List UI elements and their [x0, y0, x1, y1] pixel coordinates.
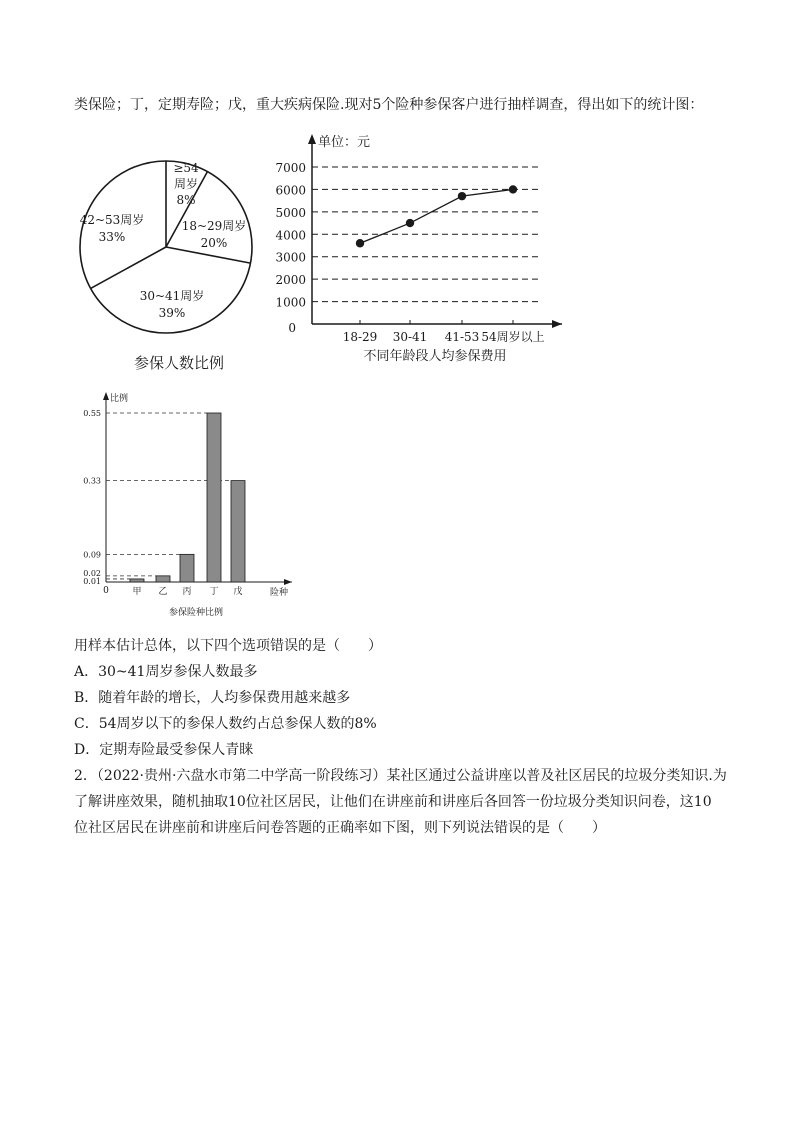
bar-chart-ytick-label: 0.02 — [83, 568, 101, 578]
pie-slice-label: ≥54 — [173, 161, 199, 175]
pie-slice-percent: 8% — [176, 193, 196, 207]
pie-slice-label: 30~41周岁 — [139, 289, 205, 303]
bar-chart-ytick-label: 0.09 — [83, 550, 101, 560]
bar-chart-bar — [156, 576, 170, 582]
bar-chart-ytick-label: 0.55 — [83, 409, 101, 418]
line-chart-x-arrow — [552, 320, 562, 328]
line-chart-ytick-label: 1000 — [275, 295, 306, 310]
line-chart-series-line — [360, 189, 513, 243]
bar-chart-y-arrow — [103, 392, 109, 400]
bar-chart-ytick-label: 0.33 — [83, 476, 101, 486]
line-chart — [275, 130, 580, 370]
question2-line-2: 了解讲座效果，随机抽取10位社区居民，让他们在讲座前和讲座后各回答一份垃圾分类知识问卷，这10 — [74, 794, 712, 810]
bar-chart-bar — [180, 554, 194, 582]
intro-text: 类保险；丁，定期寿险；戊，重大疾病保险.现对5个险种参保客户进行抽样调查，得出如下的统计图： — [74, 97, 704, 113]
line-chart-ylabel: 单位：元 — [318, 135, 371, 150]
bar-chart-xtick-label: 戊 — [233, 587, 243, 597]
bar-chart-ytick-label: 0.01 — [83, 576, 101, 586]
option-d: D．定期寿险最受参保人青睐 — [74, 742, 254, 758]
option-b: B．随着年龄的增长，人均参保费用越来越多 — [74, 690, 351, 706]
line-chart-xtick-label: 18-29 — [342, 330, 378, 344]
bar-chart-xtick-label: 甲 — [132, 587, 142, 597]
question2-line-1: 2．（2022·贵州·六盘水市第二中学高一阶段练习）某社区通过公益讲座以普及社区居民的垃圾分类知识.为 — [74, 768, 727, 784]
line-chart-point — [509, 185, 517, 193]
bar-chart-origin: 0 — [103, 586, 109, 596]
bar-chart-x-arrow — [284, 579, 292, 585]
pie-chart-title: 参保人数比例 — [133, 354, 225, 372]
bar-chart-bar — [130, 579, 144, 582]
pie-slice-percent: 20% — [200, 236, 228, 250]
bar-chart-bar — [231, 481, 245, 582]
line-chart-point — [458, 192, 466, 200]
bar-chart-xtick-label: 丙 — [182, 587, 192, 597]
pie-slice-percent: 33% — [98, 230, 126, 244]
pie-chart — [74, 150, 274, 380]
bar-chart-xtick-label: 丁 — [209, 587, 219, 597]
bar-chart-title: 参保险种比例 — [168, 608, 224, 618]
bar-chart-ylabel: 比例 — [110, 394, 129, 404]
bar-chart-xlabel: 险种 — [270, 588, 289, 598]
line-chart-ytick-label: 5000 — [275, 205, 306, 220]
pie-slice-label2: 周岁 — [173, 177, 199, 191]
pie-slice-percent: 39% — [158, 306, 186, 320]
line-chart-title: 不同年龄段人均参保费用 — [363, 349, 507, 364]
question2-line-3: 位社区居民在讲座前和讲座后问卷答题的正确率如下图，则下列说法错误的是（ ） — [74, 820, 606, 836]
option-c: C．54周岁以下的参保人数约占总参保人数的8% — [74, 716, 377, 732]
line-chart-xtick-label: 30-41 — [392, 330, 428, 344]
line-chart-point — [406, 219, 414, 227]
bar-chart — [74, 388, 304, 628]
line-chart-ytick-label: 7000 — [275, 161, 306, 175]
bar-chart-xtick-label: 乙 — [158, 587, 168, 597]
line-chart-ytick-label: 0 — [288, 321, 296, 335]
line-chart-xtick-label: 54周岁以上 — [481, 330, 545, 344]
line-chart-y-arrow — [308, 134, 316, 144]
line-chart-xtick-label: 41-53 — [444, 330, 480, 344]
bar-chart-bar — [207, 413, 221, 582]
option-a: A．30~41周岁参保人数最多 — [74, 664, 258, 680]
line-chart-point — [356, 239, 364, 247]
pie-slice-label: 42~53周岁 — [79, 213, 145, 227]
line-chart-ytick-label: 6000 — [275, 183, 306, 198]
line-chart-ytick-label: 2000 — [275, 273, 306, 288]
line-chart-ytick-label: 4000 — [275, 228, 306, 243]
line-chart-ytick-label: 3000 — [275, 250, 306, 265]
question-stem: 用样本估计总体，以下四个选项错误的是（ ） — [74, 638, 382, 654]
pie-slice-label: 18~29周岁 — [181, 219, 247, 233]
